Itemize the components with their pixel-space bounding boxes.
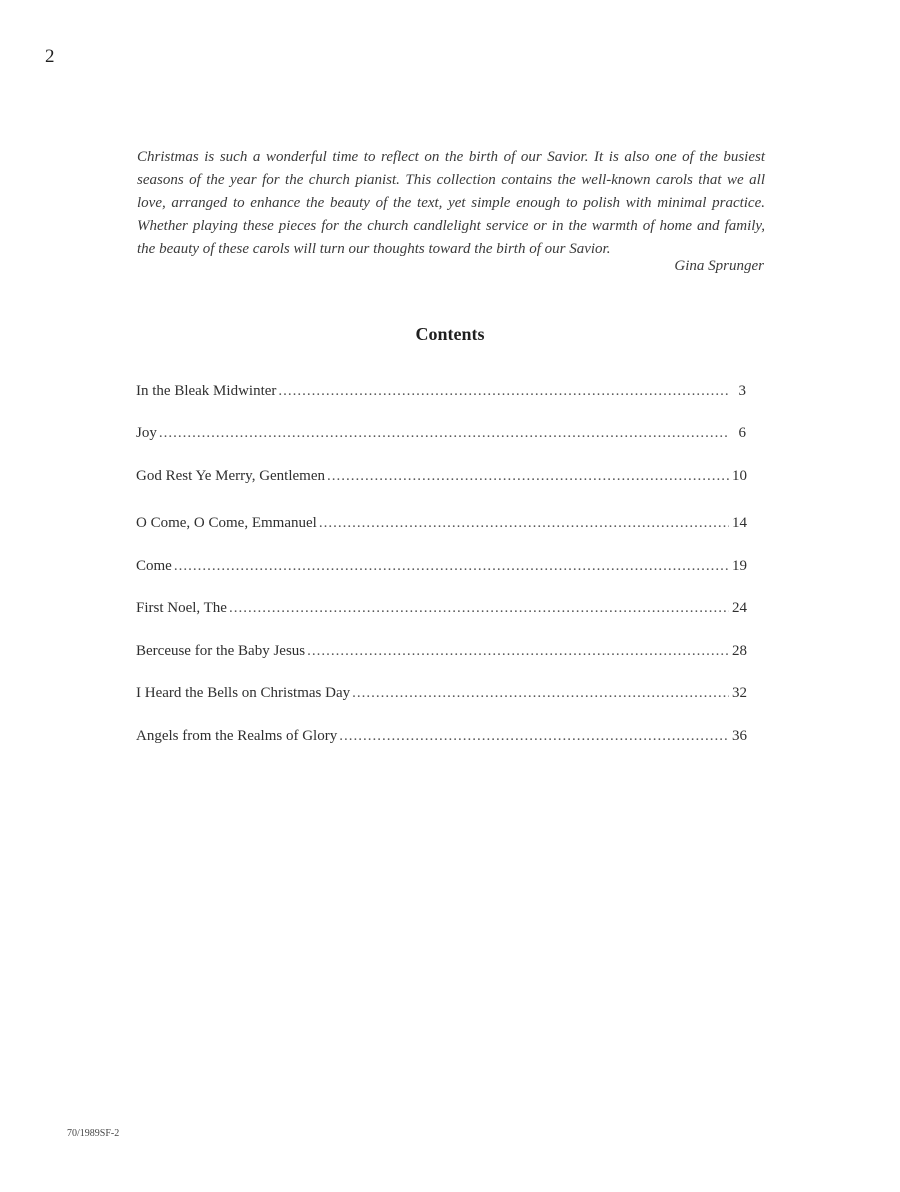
catalog-code: 70/1989SF-2 bbox=[67, 1128, 120, 1139]
toc-entry-title: Berceuse for the Baby Jesus bbox=[136, 643, 306, 659]
toc-entry-title: Angels from the Realms of Glory bbox=[136, 728, 338, 744]
toc-entry-title: I Heard the Bells on Christmas Day bbox=[136, 685, 351, 701]
toc-entry-page: 14 bbox=[732, 515, 747, 531]
toc-leader-dots bbox=[339, 728, 729, 745]
toc-entry[interactable] bbox=[136, 468, 746, 490]
toc-leader-dots bbox=[327, 468, 729, 485]
toc-entry[interactable] bbox=[136, 383, 746, 405]
toc-leader-dots bbox=[159, 425, 729, 442]
toc-entry[interactable] bbox=[136, 643, 746, 665]
toc-entry[interactable] bbox=[136, 600, 746, 622]
toc-entry-page: 10 bbox=[732, 468, 747, 484]
toc-leader-dots bbox=[229, 600, 729, 617]
toc-entry-title: O Come, O Come, Emmanuel bbox=[136, 515, 317, 531]
toc-leader-dots bbox=[352, 685, 729, 702]
toc-leader-dots bbox=[307, 643, 729, 660]
toc-entry[interactable] bbox=[136, 425, 746, 447]
preface bbox=[137, 146, 765, 261]
contents-title: Contents bbox=[415, 324, 485, 344]
preface-author: Gina Sprunger bbox=[674, 258, 764, 274]
toc-entry-page: 19 bbox=[732, 558, 747, 574]
page-number: 2 bbox=[45, 46, 55, 67]
toc-entry-page: 24 bbox=[732, 600, 747, 616]
toc-entry-title: In the Bleak Midwinter bbox=[136, 383, 277, 399]
toc-entry[interactable] bbox=[136, 558, 746, 580]
toc-leader-dots bbox=[319, 515, 729, 532]
toc-entry[interactable] bbox=[136, 728, 746, 750]
toc-entry-page: 6 bbox=[738, 425, 746, 441]
toc-entry-page: 3 bbox=[738, 383, 746, 399]
toc-entry-page: 32 bbox=[732, 685, 747, 701]
toc-entry-title: God Rest Ye Merry, Gentlemen bbox=[136, 468, 326, 484]
toc-entry[interactable] bbox=[136, 515, 746, 537]
toc-entry-title: Come bbox=[136, 558, 172, 574]
toc-leader-dots bbox=[278, 383, 729, 400]
toc-entry[interactable] bbox=[136, 685, 746, 707]
toc-leader-dots bbox=[174, 558, 729, 575]
toc-entry-page: 36 bbox=[732, 728, 747, 744]
preface-text: Christmas is such a wonderful time to reflect on the birth of our Savior. It is also one of the busiest seasons of the year for the church pianist. This collection contains the well-known carols that we all love, arranged to enhance the beauty of the text, yet simple enough to polish with minimal practice. Whether playing these pieces for the church candlelight service or in the warmth of home and family, the beauty of these carols will turn our thoughts toward the birth of our Savior. bbox=[137, 149, 765, 257]
toc-entry-page: 28 bbox=[732, 643, 747, 659]
toc-entry-title: First Noel, The bbox=[136, 600, 227, 616]
toc-entry-title: Joy bbox=[136, 425, 157, 441]
